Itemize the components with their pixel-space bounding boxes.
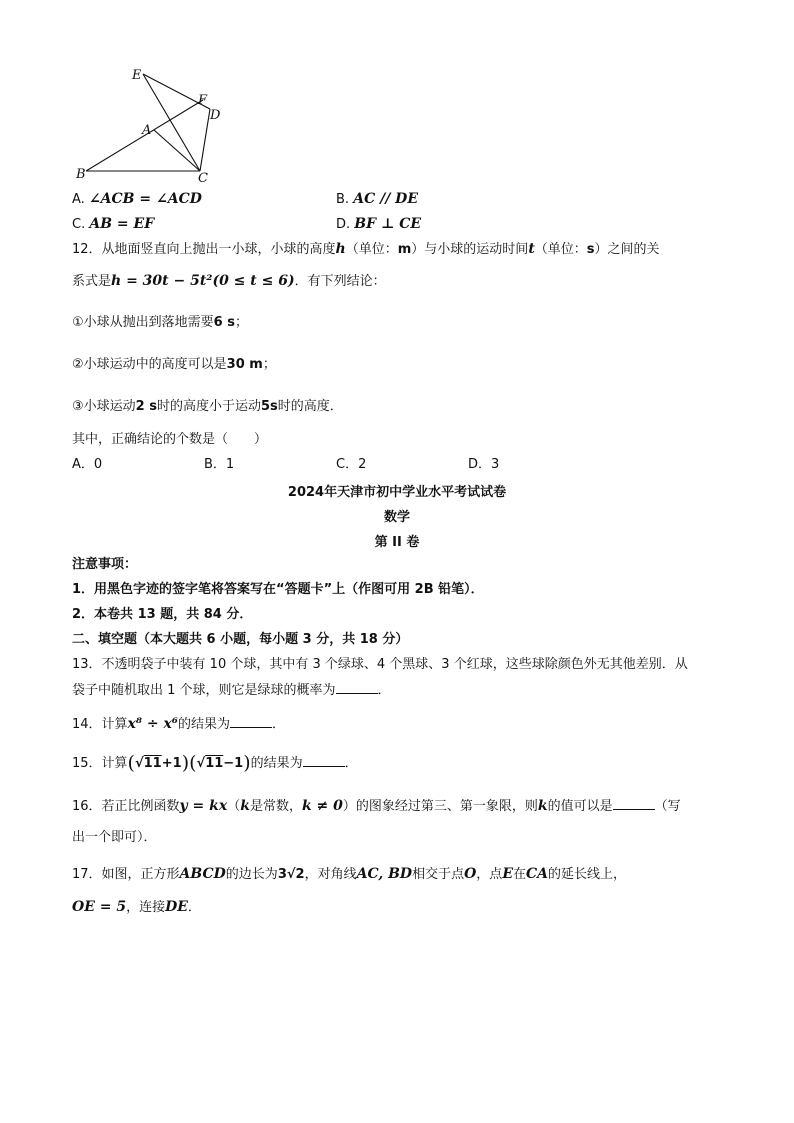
point-label-B: B [76,167,86,182]
exam-volume: 第 II 卷 [374,535,420,550]
q14: 14．计算x⁸ ÷ x⁶的结果为 ． [72,716,286,732]
q12-formula: h = 30t − 5t²(0 ≤ t ≤ 6) [111,273,295,289]
q12-line1: 12．从地面竖直向上抛出一小球，小球的高度h（单位：m）与小球的运动时间t（单位：s）之间的关 [72,241,660,257]
q17-line2: OE = 5，连接DE． [72,899,201,915]
answer-blank[interactable] [613,797,655,810]
q15: 15．计算(√11+1)(√11−1)的结果为 ． [72,752,358,774]
note-2: 2．本卷共 13 题，共 84 分． [72,607,253,622]
notes-heading: 注意事项： [72,557,138,572]
q12-option-a: A．0 [72,457,103,472]
q12-question: 其中，正确结论的个数是（ ） [72,432,268,447]
geometry-figure [70,62,240,187]
q16-line1: 16．若正比例函数y = kx（k是常数，k ≠ 0）的图象经过第三、第一象限，则k的值可以是 （写 [72,798,681,814]
q12-conclusion-3: ③小球运动2 s时的高度小于运动5s时的高度． [72,399,343,414]
q11-option-c: C. AB = EF [72,216,155,232]
q11-option-a: A. ∠ACB = ∠ACD [72,191,202,207]
q11-option-d: D. BF ⊥ CE [336,216,422,232]
answer-blank[interactable] [336,681,378,694]
point-label-C: C [198,171,208,186]
answer-blank[interactable] [230,715,272,728]
point-label-D: D [210,108,221,123]
q11-option-b: B. AC // DE [336,191,418,207]
answer-blank[interactable] [303,754,345,767]
point-label-F: F [198,93,208,108]
q12-line2: 系式是h = 30t − 5t²(0 ≤ t ≤ 6)．有下列结论： [72,273,386,289]
q12-option-b: B．1 [204,457,235,472]
section-heading: 二、填空题（本大题共 6 小题，每小题 3 分，共 18 分） [72,632,409,647]
q12-conclusion-2: ②小球运动中的高度可以是30 m； [72,357,276,372]
q13-line1: 13．不透明袋子中装有 10 个球，其中有 3 个绿球、4 个黑球、3 个红球，这些球除颜色外无其他差别．从 [72,657,688,672]
q17-line1: 17．如图，正方形ABCD的边长为3√2，对角线AC, BD相交于点O，点E在CA的延长线上， [72,866,627,882]
exam-title: 2024年天津市初中学业水平考试试卷 [287,485,507,500]
q12-option-c: C．2 [336,457,367,472]
point-label-A: A [142,123,152,138]
segment-AC [154,130,200,171]
exam-subject: 数学 [383,510,410,525]
point-label-E: E [132,68,142,83]
q16-line2: 出一个即可）． [72,830,157,845]
note-1: 1．用黑色字迹的签字笔将答案写在“答题卡”上（作图可用 2B 铅笔）． [72,582,484,597]
q13-line2: 袋子中随机取出 1 个球，则它是绿球的概率为 ． [72,683,391,698]
q12-conclusion-1: ①小球从抛出到落地需要6 s； [72,315,248,330]
segment-DC [200,109,210,171]
q12-option-d: D．3 [468,457,500,472]
